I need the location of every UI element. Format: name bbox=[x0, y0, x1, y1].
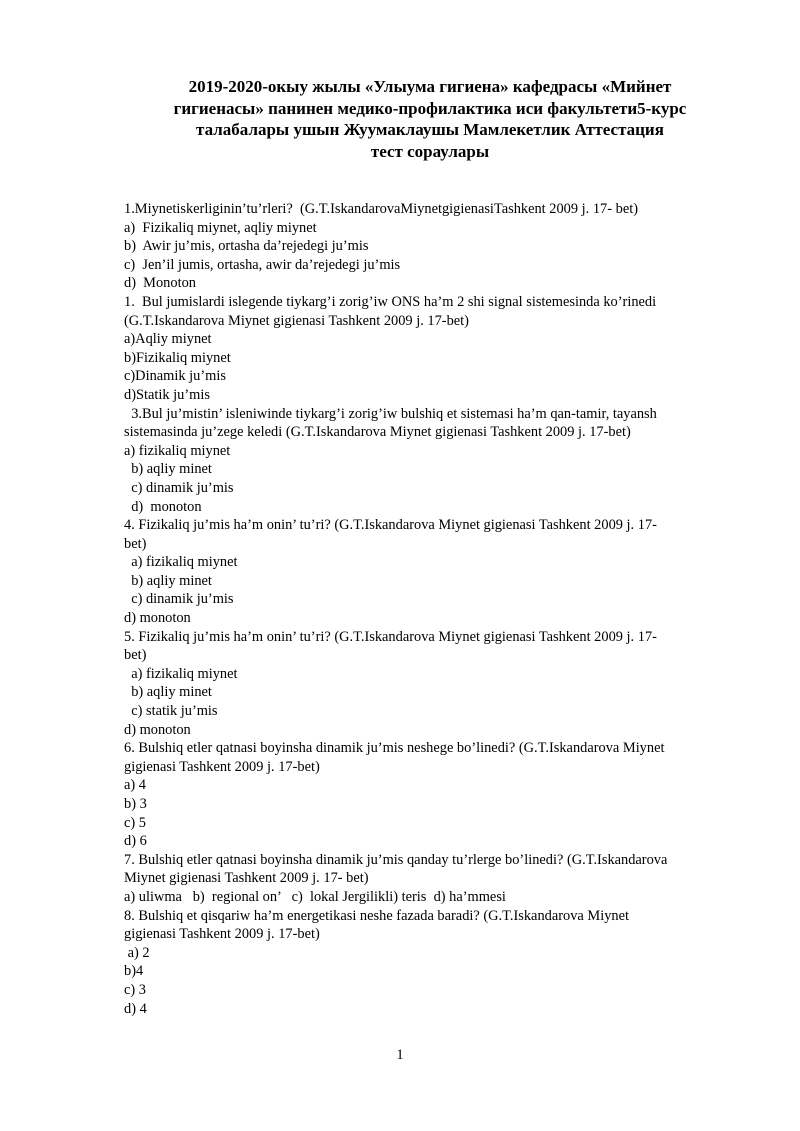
document-title bbox=[110, 76, 750, 162]
text-line: 5. Fizikaliq ju’mis ha’m onin’ tu’ri? (G.T.Iskandarova Miynet gigienasi Tashkent 2009 j. 17- bbox=[124, 628, 657, 645]
text-line: d) monoton bbox=[124, 610, 191, 627]
question-list bbox=[124, 200, 744, 1018]
text-line: b)4 bbox=[124, 963, 144, 980]
text-line: c) dinamik ju’mis bbox=[124, 479, 234, 496]
text-line: d) monoton bbox=[124, 721, 191, 738]
text-line: d) 6 bbox=[124, 833, 147, 850]
text-line: a) 2 bbox=[124, 944, 150, 961]
text-line: c) statik ju’mis bbox=[124, 703, 218, 720]
text-line: bet) bbox=[124, 647, 147, 664]
text-line: c) 3 bbox=[124, 981, 146, 998]
text-line: b)Fizikaliq miynet bbox=[124, 349, 231, 366]
text-line: b) aqliy minet bbox=[124, 572, 212, 589]
title-line: гигиенасы» панинен медико-профилактика иси факультети5-курс bbox=[173, 98, 687, 118]
text-line: a) fizikaliq miynet bbox=[124, 554, 238, 571]
text-line: 7. Bulshiq etler qatnasi boyinsha dinamik ju’mis qanday tu’rlerge bo’linedi? (G.T.Iskandarova bbox=[124, 851, 668, 868]
text-line: a)Aqliy miynet bbox=[124, 331, 212, 348]
text-line: c) Jen’il jumis, ortasha, awir da’rejedegi ju’mis bbox=[124, 256, 401, 273]
text-line: Miynet gigienasi Tashkent 2009 j. 17- bet) bbox=[124, 870, 369, 887]
text-line: a) fizikaliq miynet bbox=[124, 442, 231, 459]
page-number: 1 bbox=[396, 1047, 404, 1063]
text-line: a) fizikaliq miynet bbox=[124, 665, 238, 682]
text-line: c) 5 bbox=[124, 814, 146, 831]
text-line: (G.T.Iskandarova Miynet gigienasi Tashkent 2009 j. 17-bet) bbox=[124, 312, 469, 329]
text-line: a) Fizikaliq miynet, aqliy miynet bbox=[124, 219, 317, 236]
text-line: d)Statik ju’mis bbox=[124, 386, 210, 403]
text-line: 1.Miynetiskerliginin’tu’rleri? (G.T.IskandarovaMiynetgigienasiTashkent 2009 j. 17- bet) bbox=[124, 201, 638, 217]
text-line: c)Dinamik ju’mis bbox=[124, 368, 226, 385]
text-line: d) 4 bbox=[124, 1000, 147, 1017]
title-line: тест сораулары bbox=[370, 141, 490, 161]
text-line: d) Monoton bbox=[124, 275, 196, 292]
text-line: b) Awir ju’mis, ortasha da’rejedegi ju’mis bbox=[124, 238, 369, 255]
text-line: 8. Bulshiq et qisqariw ha’m energetikasi neshe fazada baradi? (G.T.Iskandarova Miynet bbox=[124, 907, 629, 924]
text-line: b) aqliy minet bbox=[124, 461, 212, 478]
title-line: талабалары ушын Жуумаклаушы Мамлекетлик Аттестация bbox=[196, 120, 664, 139]
text-line: gigienasi Tashkent 2009 j. 17-bet) bbox=[124, 926, 320, 943]
text-line: sistemasinda ju’zege keledi (G.T.Iskandarova Miynet gigienasi Tashkent 2009 j. 17-bet) bbox=[124, 424, 631, 441]
text-line: 6. Bulshiq etler qatnasi boyinsha dinamik ju’mis neshege bo’linedi? (G.T.Iskandarova Miynet bbox=[124, 740, 665, 757]
text-line: b) aqliy minet bbox=[124, 684, 212, 701]
text-line: b) 3 bbox=[124, 796, 147, 812]
text-line: a) uliwma b) regional on’ c) lokal Jergilikli) teris d) ha’mmesi bbox=[124, 888, 506, 905]
text-line: a) 4 bbox=[124, 777, 146, 794]
text-line: gigienasi Tashkent 2009 j. 17-bet) bbox=[124, 758, 320, 775]
text-line: 1. Bul jumislardi islegende tiykarg’i zorig’iw ONS ha’m 2 shi signal sistemesinda ko’rinedi bbox=[124, 293, 657, 310]
text-line: bet) bbox=[124, 535, 147, 552]
text-line: 3.Bul ju’mistin’ isleniwinde tiykarg’i zorig’iw bulshiq et sistemasi ha’m qan-tamir, tayansh bbox=[124, 405, 657, 422]
text-line: c) dinamik ju’mis bbox=[124, 591, 234, 608]
text-line: 4. Fizikaliq ju’mis ha’m onin’ tu’ri? (G.T.Iskandarova Miynet gigienasi Tashkent 2009 j. 17- bbox=[124, 517, 657, 534]
title-line: 2019-2020-окыу жылы «Улыума гигиена» кафедрасы «Мийнет bbox=[188, 77, 672, 96]
text-line: d) monoton bbox=[124, 498, 202, 515]
